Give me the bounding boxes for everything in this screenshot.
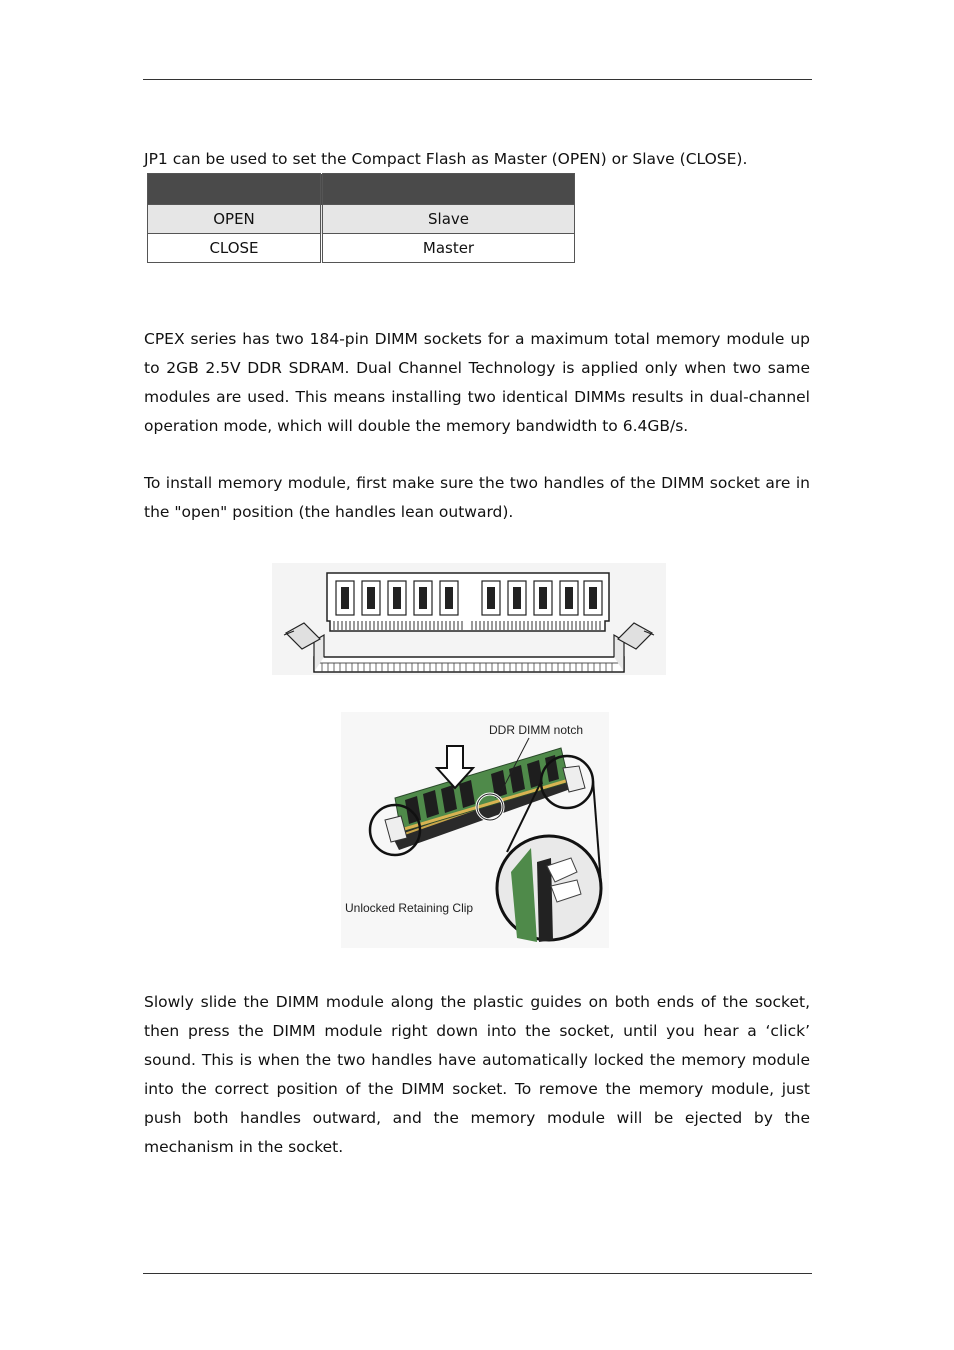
table-cell: OPEN xyxy=(148,205,322,234)
table-cell: Master xyxy=(322,234,575,263)
clip-label: Unlocked Retaining Clip xyxy=(345,901,474,915)
table-row xyxy=(148,234,575,263)
intro-text: JP1 can be used to set the Compact Flash as Master (OPEN) or Slave (CLOSE). xyxy=(144,150,748,168)
insertion-instructions: Slowly slide the DIMM module along the plastic guides on both ends of the socket, then press the DIMM module right down into the socket, until you hear a ‘click’ sound. This is when the two handles have automatically locked the memory module into the correct position of the DIMM socket. To remove the memory module, just push both handles outward, and the memory module will be ejected by the mechanism in the socket. xyxy=(144,993,810,1156)
dimm-socket-figure xyxy=(272,563,666,675)
header-rule xyxy=(143,79,812,80)
table-header-row xyxy=(148,174,575,205)
jumper-table xyxy=(147,173,575,263)
table-cell: Slave xyxy=(322,205,575,234)
table-row xyxy=(148,205,575,234)
install-instructions: To install memory module, first make sure the two handles of the DIMM socket are in the "open" position (the handles lean outward). xyxy=(144,474,810,521)
table-cell: CLOSE xyxy=(148,234,322,263)
notch-label: DDR DIMM notch xyxy=(489,723,584,737)
table-header-cell xyxy=(148,174,322,205)
table-header-cell xyxy=(322,174,575,205)
dimm-description: CPEX series has two 184-pin DIMM sockets for a maximum total memory module up to 2GB 2.5V DDR SDRAM. Dual Channel Technology is applied only when two same modules are used. This means installing two identical DIMMs results in dual-channel operation mode, which will double the memory bandwidth to 6.4GB/s. xyxy=(144,330,810,435)
footer-rule xyxy=(143,1273,812,1274)
dimm-insertion-figure xyxy=(341,712,609,948)
